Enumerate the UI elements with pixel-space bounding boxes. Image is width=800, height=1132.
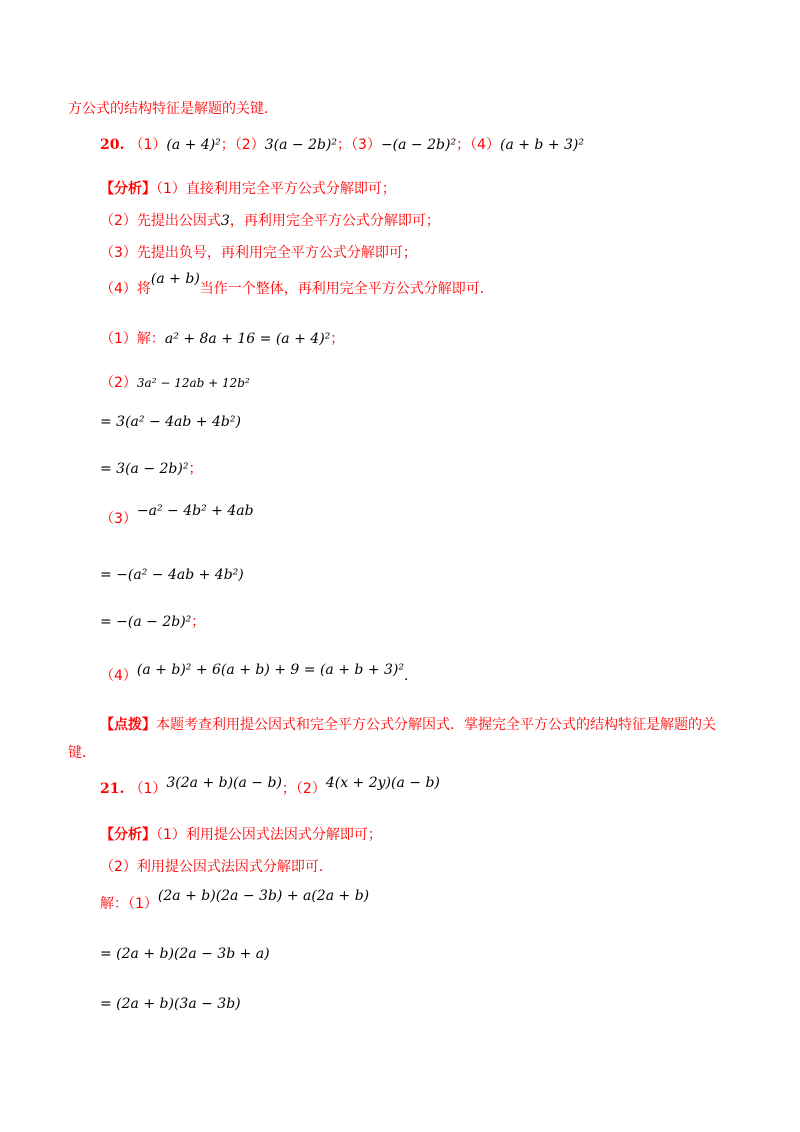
solution-part-3 <box>100 503 254 528</box>
solution-expression: a² + 8a + 16 = (a + 4)² <box>164 331 331 347</box>
inline-math: (a + b) <box>150 271 200 287</box>
answer-expression: 3(2a + b)(a − b) <box>166 775 282 791</box>
question-number: 20. <box>100 137 125 153</box>
answer-expression: (a + b + 3)² <box>499 137 584 153</box>
tip-line-1 <box>100 714 716 734</box>
part-separator: ； <box>191 614 206 630</box>
part-label: （1） <box>129 781 167 797</box>
part-label: （2） <box>100 375 137 391</box>
question-number: 21. <box>100 781 125 797</box>
solution-part-4 <box>100 662 409 685</box>
part-separator: ；（2） <box>220 137 265 153</box>
analysis-text: ，再利用完全平方公式分解即可； <box>229 213 440 229</box>
question-21-answer <box>100 775 440 798</box>
part-label: （1）解： <box>100 331 165 347</box>
part-separator: ； <box>188 461 203 477</box>
analysis-text: （1）直接利用完全平方公式分解即可； <box>156 181 396 197</box>
solution-step: = −(a² − 4ab + 4b²) <box>100 567 244 583</box>
solution-step: = 3(a² − 4ab + 4b²) <box>100 414 241 430</box>
part-separator: ；（3） <box>337 137 381 153</box>
solution-part-2 <box>100 372 250 392</box>
solution-expression: −a² − 4b² + 4ab <box>136 503 254 519</box>
answer-expression: (a + 4)² <box>166 137 221 153</box>
analysis-21-line-2: （2）利用提公因式法因式分解即可． <box>100 859 333 875</box>
analysis-21-line-1 <box>100 824 382 844</box>
solution-expression: = −(a − 2b)² <box>100 614 192 630</box>
solution-step <box>100 458 202 478</box>
part-separator: . <box>403 668 409 684</box>
solution-step: = (2a + b)(3a − 3b) <box>100 996 241 1012</box>
solution-part-1 <box>100 328 344 348</box>
analysis-line-4 <box>100 271 494 298</box>
analysis-line-1 <box>100 178 396 198</box>
part-label: （1） <box>129 137 167 153</box>
continuation-line: 方公式的结构特征是解题的关键． <box>68 101 278 117</box>
part-label: （4） <box>100 668 137 684</box>
analysis-line-3: （3）先提出负号，再利用完全平方公式分解即可； <box>100 245 417 261</box>
answer-expression: 3(a − 2b)² <box>264 137 338 153</box>
analysis-tag: 【分析】 <box>100 827 156 843</box>
solution-21-part-1 <box>100 888 370 913</box>
answer-expression: −(a − 2b)² <box>380 137 457 153</box>
analysis-tag: 【分析】 <box>100 181 156 197</box>
answer-expression: 4(x + 2y)(a − b) <box>325 775 440 791</box>
analysis-text: （4）将 <box>100 281 151 297</box>
tip-text: 本题考查利用提公因式和完全平方公式分解因式．掌握完全平方公式的结构特征是解题的关 <box>156 717 716 733</box>
solution-expression: (a + b)² + 6(a + b) + 9 = (a + b + 3)² <box>136 662 404 678</box>
analysis-text: 当作一个整体，再利用完全平方公式分解即可． <box>199 281 494 297</box>
solution-expression: = 3(a − 2b)² <box>100 461 189 477</box>
analysis-text: （2）先提出公因式 <box>100 213 221 229</box>
part-label: （3） <box>100 511 137 527</box>
tip-line-2: 键． <box>68 745 96 761</box>
tip-tag: 【点拨】 <box>100 717 156 733</box>
analysis-line-2 <box>100 210 440 230</box>
part-label: 解：（1） <box>100 896 158 912</box>
question-20-answer <box>100 134 584 154</box>
solution-expression: 3a² − 12ab + 12b² <box>136 376 250 390</box>
part-separator: ；（4） <box>456 137 500 153</box>
part-separator: ；（2） <box>281 781 326 797</box>
solution-step <box>100 611 205 631</box>
part-separator: ； <box>330 331 345 347</box>
solution-step: = (2a + b)(2a − 3b + a) <box>100 946 270 962</box>
inline-math: 3 <box>220 213 230 229</box>
solution-expression: (2a + b)(2a − 3b) + a(2a + b) <box>157 888 370 904</box>
analysis-text: （1）利用提公因式法因式分解即可； <box>156 827 382 843</box>
